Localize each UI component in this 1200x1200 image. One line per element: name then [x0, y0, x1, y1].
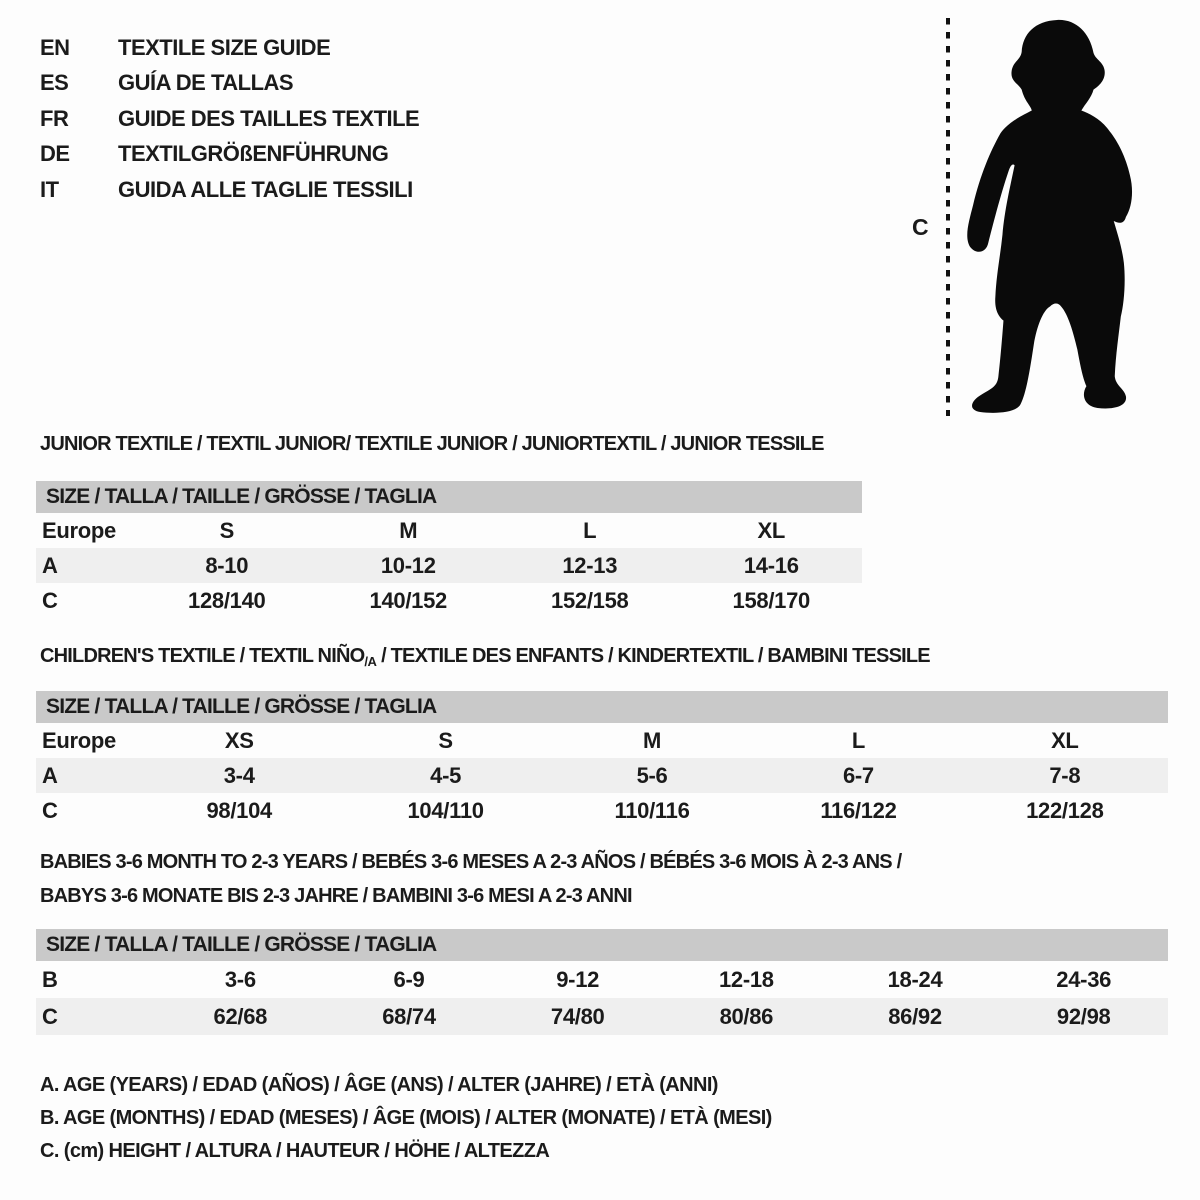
size-table-header: SIZE / TALLA / TAILLE / GRÖSSE / TAGLIA	[36, 929, 1168, 961]
legend-line-b: B. AGE (MONTHS) / EDAD (MESES) / ÂGE (MOIS) / ALTER (MONATE) / ETÀ (MESI)	[40, 1107, 772, 1129]
size-cell: 80/86	[719, 1003, 774, 1029]
size-cell: 3-6	[224, 966, 256, 992]
size-cell: 5-6	[636, 762, 668, 788]
table-row	[36, 961, 1168, 998]
table-row	[36, 583, 862, 618]
children-section-title	[40, 645, 930, 669]
guide-title: TEXTILE SIZE GUIDE	[118, 34, 331, 60]
size-cell: 24-36	[1056, 966, 1112, 992]
size-cell: 8-10	[205, 552, 249, 578]
row-label: A	[42, 552, 58, 578]
size-cell: 68/74	[382, 1003, 436, 1029]
language-row-de	[40, 137, 419, 173]
size-table-header: SIZE / TALLA / TAILLE / GRÖSSE / TAGLIA	[36, 481, 862, 513]
size-cell: XS	[224, 727, 254, 753]
size-cell: 140/152	[369, 587, 447, 613]
row-label: A	[42, 762, 58, 788]
junior-size-table	[36, 481, 862, 618]
language-row-fr	[40, 101, 419, 137]
size-cell: 62/68	[213, 1003, 268, 1029]
language-code: FR	[40, 105, 69, 131]
size-cell: 12-18	[718, 966, 774, 992]
size-cell: L	[851, 727, 865, 753]
row-label: Europe	[42, 517, 116, 543]
junior-section-title: JUNIOR TEXTILE / TEXTIL JUNIOR/ TEXTILE JUNIOR / JUNIORTEXTIL / JUNIOR TESSILE	[40, 433, 824, 455]
babies-title-line1: BABIES 3-6 MONTH TO 2-3 YEARS / BEBÉS 3-6 MESES A 2-3 AÑOS / BÉBÉS 3-6 MOIS À 2-3 ANS /	[40, 850, 902, 873]
row-label: Europe	[42, 727, 116, 753]
size-cell: 7-8	[1049, 762, 1081, 788]
size-cell: 6-7	[842, 762, 874, 788]
size-cell: XL	[1051, 727, 1079, 753]
toddler-silhouette-icon	[964, 16, 1136, 414]
size-cell: M	[643, 727, 662, 753]
guide-title: GUIDA ALLE TAGLIE TESSILI	[118, 176, 413, 202]
size-cell: S	[219, 517, 234, 543]
language-title-list	[40, 30, 419, 208]
size-cell: 110/116	[614, 797, 690, 823]
size-cell: 74/80	[550, 1003, 605, 1029]
children-size-table	[36, 691, 1168, 828]
size-cell: 14-16	[743, 552, 799, 578]
size-cell: 104/110	[407, 797, 484, 823]
size-cell: 86/92	[888, 1003, 942, 1029]
junior-table-rows	[36, 513, 862, 618]
table-row	[36, 513, 862, 548]
legend-line-c: C. (cm) HEIGHT / ALTURA / HAUTEUR / HÖHE / ALTEZZA	[40, 1140, 550, 1162]
size-cell: M	[399, 517, 418, 543]
language-row-es	[40, 66, 419, 102]
table-row	[36, 723, 1168, 758]
language-code: ES	[40, 70, 69, 96]
size-cell: 4-5	[430, 762, 462, 788]
guide-title: TEXTILGRÖßENFÜHRUNG	[118, 141, 389, 167]
language-code: IT	[40, 176, 59, 202]
size-cell: 92/98	[1056, 1003, 1111, 1029]
size-cell: 10-12	[380, 552, 436, 578]
row-label: C	[42, 587, 58, 613]
legend-line-a: A. AGE (YEARS) / EDAD (AÑOS) / ÂGE (ANS) / ALTER (JAHRE) / ETÀ (ANNI)	[40, 1074, 718, 1096]
size-cell: 128/140	[188, 587, 266, 613]
children-title-prefix: CHILDREN'S TEXTILE / TEXTIL NIÑO	[40, 645, 365, 667]
table-row	[36, 998, 1168, 1035]
size-cell: 98/104	[206, 797, 272, 823]
size-cell: L	[583, 517, 597, 543]
language-row-it	[40, 172, 419, 208]
height-measure-label: C	[912, 214, 929, 240]
babies-size-table	[36, 929, 1168, 1035]
babies-section-title	[40, 845, 901, 913]
size-cell: 158/170	[732, 587, 810, 613]
language-row-en	[40, 30, 419, 66]
children-table-rows	[36, 723, 1168, 828]
table-row	[36, 758, 1168, 793]
size-cell: 6-9	[393, 966, 425, 992]
row-label: C	[42, 1003, 58, 1029]
size-table-header: SIZE / TALLA / TAILLE / GRÖSSE / TAGLIA	[36, 691, 1168, 723]
legend	[40, 1069, 772, 1168]
size-cell: 3-4	[223, 762, 255, 788]
row-label: B	[42, 966, 58, 992]
language-code: EN	[40, 34, 70, 60]
babies-table-rows	[36, 961, 1168, 1035]
row-label: C	[42, 797, 58, 823]
height-dashed-line-icon	[944, 18, 952, 416]
size-cell: XL	[757, 517, 785, 543]
table-row	[36, 548, 862, 583]
size-cell: 116/122	[820, 797, 897, 823]
guide-title: GUÍA DE TALLAS	[118, 70, 294, 96]
size-cell: S	[438, 727, 453, 753]
size-cell: 152/158	[551, 587, 629, 613]
children-title-subscript: /A	[364, 654, 377, 669]
children-title-suffix: / TEXTILE DES ENFANTS / KINDERTEXTIL / BAMBINI TESSILE	[376, 645, 930, 667]
babies-title-line2: BABYS 3-6 MONATE BIS 2-3 JAHRE / BAMBINI 3-6 MESI A 2-3 ANNI	[40, 884, 632, 907]
size-cell: 12-13	[562, 552, 618, 578]
size-cell: 122/128	[1026, 797, 1104, 823]
size-cell: 18-24	[887, 966, 943, 992]
guide-title: GUIDE DES TAILLES TEXTILE	[118, 105, 420, 131]
size-cell: 9-12	[556, 966, 600, 992]
language-code: DE	[40, 141, 70, 167]
table-row	[36, 793, 1168, 828]
